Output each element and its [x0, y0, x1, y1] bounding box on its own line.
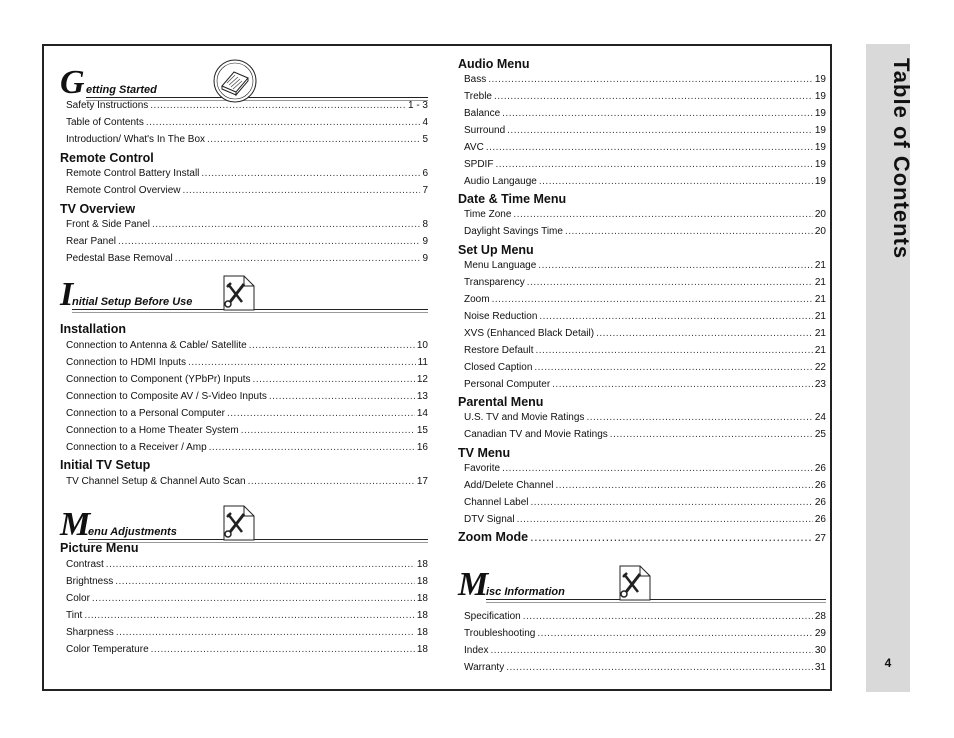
- entry-title: Brightness: [66, 576, 114, 587]
- entry-page: 19: [814, 108, 826, 119]
- toc-entry[interactable]: [464, 91, 826, 107]
- toc-entry[interactable]: [66, 610, 428, 626]
- chapter-rule: [486, 599, 826, 603]
- toc-entry[interactable]: [464, 159, 826, 175]
- toc-entry[interactable]: [464, 108, 826, 124]
- entry-title: XVS (Enhanced Black Detail): [464, 328, 595, 339]
- entry-title: Pedestal Base Removal: [66, 253, 173, 264]
- entry-title: U.S. TV and Movie Ratings: [464, 412, 585, 423]
- entry-page: 24: [814, 412, 826, 423]
- toc-entry[interactable]: [464, 480, 826, 496]
- entry-title: Bass: [464, 74, 487, 85]
- entry-leader: [502, 463, 813, 474]
- toc-entry[interactable]: [464, 362, 826, 378]
- toc-entry[interactable]: [464, 311, 826, 327]
- toc-entry[interactable]: [464, 226, 826, 242]
- chapter-title: nitial Setup Before Use: [72, 296, 193, 308]
- entry-page: 21: [814, 345, 826, 356]
- entry-leader: [552, 379, 813, 390]
- entry-leader: [539, 176, 813, 187]
- entry-leader: [207, 134, 420, 145]
- entry-leader: [92, 593, 415, 604]
- entry-page: 15: [416, 425, 428, 436]
- sidebar-title: Table of Contents: [889, 58, 914, 260]
- toc-entry[interactable]: [66, 117, 428, 133]
- toc-entry[interactable]: [464, 125, 826, 141]
- entry-leader: [534, 362, 813, 373]
- toc-entry[interactable]: [464, 209, 826, 225]
- chapter-initial: M: [60, 506, 91, 543]
- toc-entry[interactable]: [464, 345, 826, 361]
- entry-page: 28: [814, 611, 826, 622]
- entry-leader: [116, 627, 415, 638]
- toc-entry[interactable]: [66, 340, 428, 356]
- tools-icon: [214, 500, 260, 546]
- heading-set-up-menu: Set Up Menu: [458, 243, 534, 257]
- heading-parental-menu: Parental Menu: [458, 395, 544, 409]
- entry-leader: [150, 100, 406, 111]
- entry-page: 12: [416, 374, 428, 385]
- entry-page: 8: [422, 219, 428, 230]
- entry-title: Tint: [66, 610, 83, 621]
- entry-page: 11: [417, 357, 428, 368]
- toc-entry[interactable]: [464, 611, 826, 627]
- heading-audio-menu: Audio Menu: [458, 57, 530, 71]
- entry-page: 25: [814, 429, 826, 440]
- entry-title: Audio Langauge: [464, 176, 537, 187]
- entry-title: Zoom Mode: [458, 530, 529, 544]
- entry-page: 1 - 3: [407, 100, 428, 111]
- entry-page: 14: [416, 408, 428, 419]
- entry-leader: [490, 645, 812, 656]
- chapter-initial-setup: [60, 278, 428, 324]
- toc-entry[interactable]: [66, 185, 428, 201]
- entry-title: DTV Signal: [464, 514, 515, 525]
- entry-page: 18: [416, 627, 428, 638]
- chapter-title: etting Started: [86, 84, 157, 96]
- toc-entry[interactable]: [464, 514, 826, 530]
- toc-entry[interactable]: [66, 644, 428, 660]
- entry-leader: [537, 628, 813, 639]
- entry-title: Restore Default: [464, 345, 534, 356]
- heading-date-time-menu: Date & Time Menu: [458, 192, 567, 206]
- toc-entry[interactable]: [464, 294, 826, 310]
- entry-leader: [610, 429, 813, 440]
- entry-title: Favorite: [464, 463, 501, 474]
- heading-initial-tv-setup: Initial TV Setup: [60, 458, 151, 472]
- entry-page: 20: [814, 226, 826, 237]
- entry-page: 30: [814, 645, 826, 656]
- entry-title: SPDIF: [464, 159, 494, 170]
- entry-leader: [269, 391, 415, 402]
- entry-page: 9: [422, 253, 428, 264]
- entry-leader: [494, 91, 813, 102]
- entry-leader: [488, 74, 813, 85]
- chapter-misc-information: [458, 568, 826, 614]
- entry-leader: [535, 345, 812, 356]
- entry-title: Remote Control Battery Install: [66, 168, 200, 179]
- entry-title: Contrast: [66, 559, 104, 570]
- toc-entry[interactable]: [464, 412, 826, 428]
- entry-leader: [188, 357, 416, 368]
- entry-page: 18: [416, 576, 428, 587]
- entry-page: 6: [422, 168, 428, 179]
- entry-title: Surround: [464, 125, 506, 136]
- entry-title: Canadian TV and Movie Ratings: [464, 429, 608, 440]
- entry-leader: [502, 108, 813, 119]
- entry-title: Personal Computer: [464, 379, 551, 390]
- entry-page: 9: [422, 236, 428, 247]
- toc-entry[interactable]: [464, 277, 826, 293]
- entry-title: Connection to a Personal Computer: [66, 408, 225, 419]
- entry-title: Zoom: [464, 294, 490, 305]
- entry-title: Introduction/ What's In The Box: [66, 134, 206, 145]
- toc-entry[interactable]: [66, 374, 428, 390]
- entry-title: Menu Language: [464, 260, 537, 271]
- entry-page: 29: [814, 628, 826, 639]
- tools-icon: [214, 270, 260, 316]
- entry-title: Color: [66, 593, 90, 604]
- entry-page: 19: [814, 74, 826, 85]
- entry-page: 7: [422, 185, 428, 196]
- entry-leader: [115, 576, 415, 587]
- tools-icon: [610, 560, 656, 606]
- entry-title: Warranty: [464, 662, 505, 673]
- entry-page: 21: [814, 294, 826, 305]
- toc-entry[interactable]: [464, 142, 826, 158]
- toc-entry[interactable]: [464, 260, 826, 276]
- entry-title: Add/Delete Channel: [464, 480, 554, 491]
- heading-tv-overview: TV Overview: [60, 202, 136, 216]
- entry-leader: [527, 277, 813, 288]
- entry-leader: [523, 611, 813, 622]
- entry-title: TV Channel Setup & Channel Auto Scan: [66, 476, 246, 487]
- entry-title: Treble: [464, 91, 492, 102]
- toc-entry[interactable]: [66, 100, 428, 116]
- entry-page: 19: [814, 91, 826, 102]
- entry-page: 21: [814, 311, 826, 322]
- entry-title: Connection to Composite AV / S-Video Inputs: [66, 391, 267, 402]
- entry-page: 18: [416, 559, 428, 570]
- toc-entry[interactable]: [66, 476, 428, 492]
- entry-leader: [118, 236, 420, 247]
- entry-leader: [492, 294, 813, 305]
- entry-leader: [248, 476, 415, 487]
- toc-entry[interactable]: [66, 559, 428, 575]
- entry-leader: [513, 209, 812, 220]
- entry-leader: [539, 311, 813, 322]
- entry-page: 4: [422, 117, 428, 128]
- toc-entry[interactable]: [66, 627, 428, 643]
- entry-title: Noise Reduction: [464, 311, 538, 322]
- entry-title: Front & Side Panel: [66, 219, 150, 230]
- entry-leader: [201, 168, 420, 179]
- entry-page: 26: [814, 514, 826, 525]
- entry-leader: [517, 514, 813, 525]
- entry-title: Connection to a Receiver / Amp: [66, 442, 207, 453]
- entry-page: 17: [416, 476, 428, 487]
- toc-entry[interactable]: [66, 168, 428, 184]
- entry-page: 22: [814, 362, 826, 373]
- entry-title: Sharpness: [66, 627, 114, 638]
- entry-page: 18: [416, 610, 428, 621]
- chapter-initial: M: [458, 566, 489, 603]
- toc-frame: [42, 44, 832, 691]
- entry-title: Table of Contents: [66, 117, 144, 128]
- sidebar-tab: [866, 44, 914, 692]
- page-number: 4: [884, 656, 892, 670]
- entry-title: AVC: [464, 142, 484, 153]
- entry-page: 31: [814, 662, 826, 673]
- entry-title: Connection to a Home Theater System: [66, 425, 239, 436]
- entry-leader: [538, 260, 813, 271]
- entry-title: Index: [464, 645, 489, 656]
- toc-entry[interactable]: [464, 379, 826, 395]
- entry-page: 18: [416, 644, 428, 655]
- toc-entry[interactable]: [464, 662, 826, 678]
- entry-title: Connection to HDMI Inputs: [66, 357, 187, 368]
- entry-leader: [531, 497, 813, 508]
- toc-entry[interactable]: [66, 425, 428, 441]
- entry-title: Channel Label: [464, 497, 529, 508]
- entry-page: 26: [814, 480, 826, 491]
- entry-page: 19: [814, 142, 826, 153]
- entry-leader: [106, 559, 415, 570]
- entry-title: Time Zone: [464, 209, 512, 220]
- entry-title: Remote Control Overview: [66, 185, 181, 196]
- toc-entry[interactable]: [66, 408, 428, 424]
- toc-entry[interactable]: [66, 442, 428, 458]
- entry-leader: [506, 662, 813, 673]
- entry-leader: [175, 253, 421, 264]
- entry-leader: [146, 117, 421, 128]
- entry-leader: [249, 340, 415, 351]
- entry-leader: [486, 142, 813, 153]
- entry-title: Closed Caption: [464, 362, 533, 373]
- entry-leader: [565, 226, 813, 237]
- heading-picture-menu: Picture Menu: [60, 541, 139, 555]
- toc-entry[interactable]: [66, 576, 428, 592]
- toc-entry[interactable]: [464, 645, 826, 661]
- entry-leader: [182, 185, 420, 196]
- entry-leader: [507, 125, 813, 136]
- toc-entry[interactable]: [66, 593, 428, 609]
- entry-title: Balance: [464, 108, 501, 119]
- entry-page: 10: [416, 340, 428, 351]
- entry-page: 13: [416, 391, 428, 402]
- toc-entry[interactable]: [66, 219, 428, 235]
- entry-title: Connection to Component (YPbPr) Inputs: [66, 374, 251, 385]
- book-icon: [212, 58, 258, 104]
- toc-entry[interactable]: [66, 134, 428, 150]
- entry-title: Connection to Antenna & Cable/ Satellite: [66, 340, 247, 351]
- heading-remote-control: Remote Control: [60, 151, 154, 165]
- toc-entry[interactable]: [464, 328, 826, 344]
- entry-title: Safety Instructions: [66, 100, 149, 111]
- entry-page: 16: [416, 442, 428, 453]
- entry-page: 18: [416, 593, 428, 604]
- chapter-title: enu Adjustments: [88, 526, 177, 538]
- entry-title: Daylight Savings Time: [464, 226, 563, 237]
- entry-page: 27: [814, 533, 826, 544]
- entry-page: 19: [814, 159, 826, 170]
- toc-entry[interactable]: [464, 429, 826, 445]
- entry-page: 26: [814, 497, 826, 508]
- heading-tv-menu: TV Menu: [458, 446, 511, 460]
- entry-leader: [530, 530, 813, 544]
- toc-entry[interactable]: [464, 176, 826, 192]
- chapter-initial: I: [60, 276, 74, 313]
- entry-leader: [209, 442, 415, 453]
- entry-page: 21: [814, 277, 826, 288]
- entry-leader: [241, 425, 415, 436]
- entry-leader: [84, 610, 415, 621]
- toc-entry[interactable]: [464, 497, 826, 513]
- entry-title: Color Temperature: [66, 644, 149, 655]
- entry-title: Specification: [464, 611, 521, 622]
- entry-page: 26: [814, 463, 826, 474]
- entry-page: 20: [814, 209, 826, 220]
- heading-installation: Installation: [60, 322, 126, 336]
- entry-page: 23: [814, 379, 826, 390]
- toc-entry[interactable]: [66, 391, 428, 407]
- entry-page: 21: [814, 328, 826, 339]
- entry-leader: [151, 644, 415, 655]
- entry-leader: [596, 328, 813, 339]
- toc-entry[interactable]: [66, 236, 428, 252]
- toc-entry[interactable]: [464, 74, 826, 90]
- entry-page: 19: [814, 176, 826, 187]
- entry-page: 21: [814, 260, 826, 271]
- toc-entry[interactable]: [464, 463, 826, 479]
- chapter-initial: G: [60, 64, 85, 101]
- toc-entry[interactable]: [66, 357, 428, 373]
- entry-leader: [495, 159, 812, 170]
- toc-entry[interactable]: [464, 628, 826, 644]
- entry-leader: [586, 412, 812, 423]
- toc-entry[interactable]: [66, 253, 428, 269]
- entry-title: Troubleshooting: [464, 628, 536, 639]
- chapter-title: isc Information: [486, 586, 565, 598]
- entry-leader: [556, 480, 813, 491]
- entry-page: 5: [422, 134, 428, 145]
- entry-leader: [253, 374, 415, 385]
- entry-leader: [152, 219, 421, 230]
- entry-leader: [227, 408, 415, 419]
- entry-title: Transparency: [464, 277, 525, 288]
- toc-entry-zoom-mode[interactable]: [458, 530, 826, 546]
- entry-title: Rear Panel: [66, 236, 117, 247]
- entry-page: 19: [814, 125, 826, 136]
